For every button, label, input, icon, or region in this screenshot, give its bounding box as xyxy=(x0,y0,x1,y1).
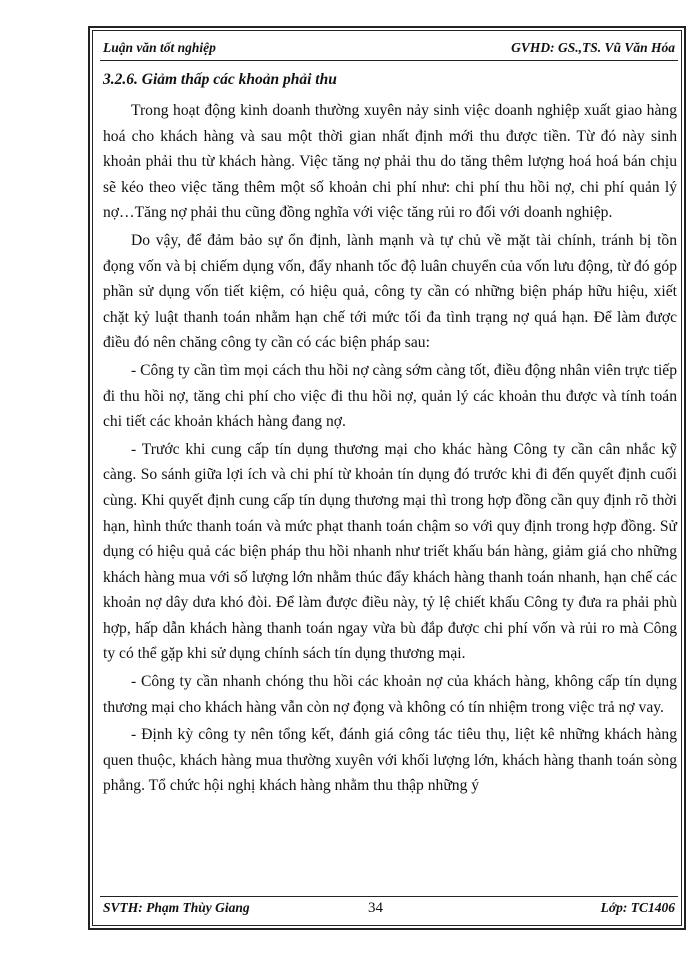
footer-class: Lớp: TC1406 xyxy=(600,900,675,915)
paragraph: - Công ty cần nhanh chóng thu hồi các khoản nợ của khách hàng, không cấp tín dụng thương mại cho khách hàng vẫn còn nợ đọng và không có tín nhiệm trong việc trả nợ vay. xyxy=(103,673,677,716)
footer-rule xyxy=(100,896,678,897)
paragraph: - Công ty cần tìm mọi cách thu hồi nợ càng sớm càng tốt, điều động nhân viên trực tiếp đi thu hồi nợ, tăng chi phí cho việc đi thu hồi nợ, quản lý các khoản thu được và tính toán chi tiết các khoản khách hàng đang nợ. xyxy=(103,361,677,431)
footer-student: SVTH: Phạm Thùy Giang xyxy=(103,900,250,915)
page-number: 34 xyxy=(368,900,383,916)
page-header xyxy=(103,40,675,60)
paragraph: Trong hoạt động kinh doanh thường xuyên nảy sinh việc doanh nghiệp xuất giao hàng hoá cho khách hàng và sau một thời gian nhất định mới thu được tiền. Từ đó này sinh khoản phải thu từ khách hàng. Việc tăng nợ phải thu do tăng thêm lượng hoá hoá bán chịu sẽ kéo theo việc tăng thêm một số khoản chi phí như: chi phí thu hồi nợ, chi phí quản lý nợ…Tăng nợ phải thu cũng đồng nghĩa với việc tăng rủi ro đối với doanh nghiệp. xyxy=(103,102,677,222)
paragraph: - Trước khi cung cấp tín dụng thương mại cho khác hàng Công ty cần cân nhắc kỹ càng. So sánh giữa lợi ích và chi phí từ khoản tín dụng đó trước khi đi đến quyết định cuối cùng. Khi quyết định cung cấp tín dụng thương mại thì trong hợp đồng cần quy định rõ thời hạn, hình thức thanh toán và mức phạt thanh toán chậm so với quy định trong hợp đồng. Sử dụng có hiệu quả các biện pháp thu hồi nhanh như triết khấu bán hàng, giảm giá cho những khách hàng mua với số lượng lớn nhằm thúc đẩy khách hàng thanh toán nhanh, hạn chế các khoản nợ dây dưa khó đòi. Để làm được điều này, tỷ lệ chiết khấu Công ty đưa ra phải phù hợp, hấp dẫn khách hàng thanh toán ngay vừa bù đắp được chi phí vốn và rủi ro mà Công ty có thể gặp khi sử dụng chính sách tín dụng thương mại. xyxy=(103,440,677,663)
page-footer xyxy=(103,900,675,920)
paragraph: - Định kỳ công ty nên tổng kết, đánh giá công tác tiêu thụ, liệt kê những khách hàng quen thuộc, khách hàng mua thường xuyên với khối lượng lớn, khách hàng thanh toán sòng phẳng. Tổ chức hội nghị khách hàng nhằm thu thập những ý xyxy=(103,726,677,795)
section-heading: 3.2.6. Giảm thấp các khoản phải thu xyxy=(103,71,337,88)
header-rule xyxy=(100,60,678,61)
page-content xyxy=(103,66,677,799)
header-thesis-label: Luận văn tốt nghiệp xyxy=(103,40,216,55)
header-advisor: GVHD: GS.,TS. Vũ Văn Hóa xyxy=(511,40,675,55)
paragraph: Do vậy, để đảm bảo sự ổn định, lành mạnh và tự chủ về mặt tài chính, tránh bị tồn đọng vốn và bị chiếm dụng vốn, đẩy nhanh tốc độ luân chuyển của vốn lưu động, từ đó góp phần sử dụng vốn tiết kiệm, có hiệu quả, công ty cần có những biện pháp hữu hiệu, xiết chặt kỷ luật thanh toán nhằm hạn chế tới mức tối đa tình trạng nợ quá hạn. Để làm được điều đó nên chăng công ty cần có các biện pháp sau: xyxy=(103,231,677,352)
